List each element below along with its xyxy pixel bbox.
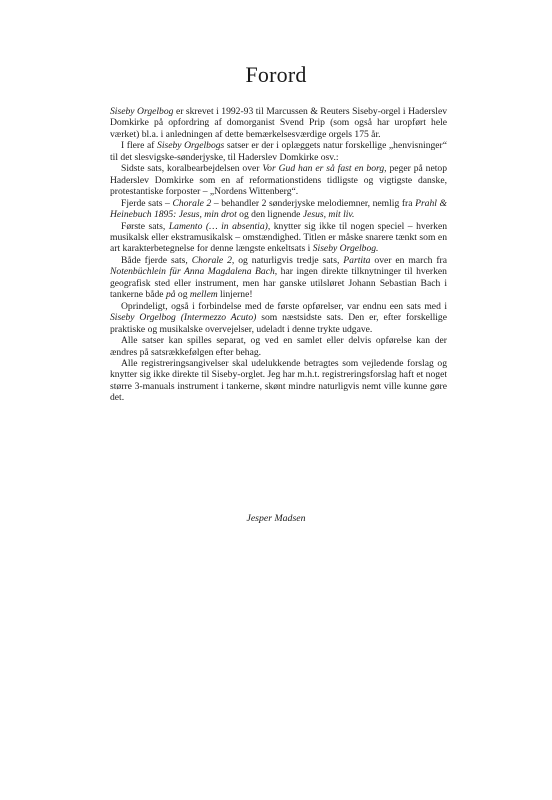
paragraph xyxy=(110,106,447,140)
italic-text-run: Vor Gud han er så fast en borg, xyxy=(262,163,387,175)
paragraph xyxy=(110,255,447,301)
preface-body xyxy=(110,106,447,404)
text-run: som næstsidste sats. Den er, efter forskellige praktiske og musikalske overvejelser, udeladt i denne trykte udgave. xyxy=(110,312,447,335)
text-run: Oprindeligt, også i forbindelse med de første opførelser, var endnu een sats med i xyxy=(121,300,447,312)
paragraph xyxy=(110,198,447,221)
text-run: er skrevet i 1992-93 til Marcussen & Reuters Siseby-orgel i Haderslev Domkirke på opfordring af domorganist Svend Prip (som også har uropført hele værket) bl.a. i anledningen af dette bemærkelsesværdige orgels 175 år. xyxy=(110,106,447,140)
italic-text-run: Siseby Orgelbogs xyxy=(157,140,225,152)
text-run: I flere af xyxy=(121,140,158,152)
italic-text-run: Prahl & Heinebuch 1895: Jesus, min drot xyxy=(110,197,447,221)
text-run: satser er der i oplæggets natur forskellige „henvisninger“ til det slesvigske-sønderjyske, til Haderslev Domkirke osv.: xyxy=(110,140,447,163)
italic-text-run: Chorale 2, xyxy=(191,254,235,266)
text-run: og xyxy=(175,289,190,301)
text-run: – behandler 2 sønderjyske melodiemner, nemlig fra xyxy=(211,197,416,209)
text-run: Alle satser kan spilles separat, og ved en samlet eller delvis opførelse kan der ændres på satsrækkefølgen efter behag. xyxy=(110,335,447,358)
text-run: linjerne! xyxy=(217,289,253,301)
text-run: og naturligvis tredje sats, xyxy=(234,254,344,266)
paragraph xyxy=(110,163,447,197)
italic-text-run: mellem xyxy=(189,289,218,301)
text-run: over en march fra xyxy=(370,254,447,266)
paragraph xyxy=(110,335,447,358)
italic-text-run: Partita xyxy=(343,254,371,266)
italic-text-run: Lamento (… in absentia), xyxy=(168,220,271,232)
italic-text-run: Siseby Orgelbog xyxy=(110,106,174,117)
paragraph xyxy=(110,301,447,335)
text-run: Fjerde sats – xyxy=(121,197,173,209)
text-run: peger på netop Haderslev Domkirke som en af reformationstidens tidligste og vigtigste danske, protestantiske forposter – „Nordens Wittenberg“. xyxy=(110,163,447,198)
text-run: Sidste sats, koralbearbejdelsen over xyxy=(121,163,263,175)
text-run: har ingen direkte tilknytninger til hverken geografisk sted eller instrument, men har ganske utilsløret Johann Sebastian Bach i tankerne både xyxy=(110,266,447,301)
text-run: Første sats, xyxy=(121,220,169,232)
author-signature: Jesper Madsen xyxy=(246,513,306,524)
text-run: Både fjerde sats, xyxy=(121,254,192,266)
paragraph xyxy=(110,140,447,163)
text-run: og den lignende xyxy=(236,209,303,221)
paragraph xyxy=(110,221,447,255)
italic-text-run: Chorale 2 xyxy=(172,197,212,209)
italic-text-run: Jesus, mit liv. xyxy=(302,209,355,221)
italic-text-run: på xyxy=(165,289,176,301)
italic-text-run: Siseby Orgelbog (Intermezzo Acuto) xyxy=(110,312,257,324)
page-title: Forord xyxy=(245,62,307,87)
italic-text-run: Notenbüchlein für Anna Magdalena Bach, xyxy=(110,266,278,278)
text-run: knytter sig ikke til nogen speciel – hverken musikalsk eller ekstramusikalsk – omstændighed. Titlen er måske snarere tænkt som en art karakterbetegnelse for denne længste enkeltsats i xyxy=(110,220,447,255)
paragraph xyxy=(110,358,447,404)
text-run: Alle registreringsangivelser skal udelukkende betragtes som vejledende forslag og knytter sig ikke direkte til Siseby-orglet. Jeg har m.h.t. registreringsforslag haft et noget større 3-manuals instrument i tankerne, skønt mindre naturligvis nemt ville kunne gøre det. xyxy=(110,357,447,404)
italic-text-run: Siseby Orgelbog. xyxy=(312,243,379,255)
